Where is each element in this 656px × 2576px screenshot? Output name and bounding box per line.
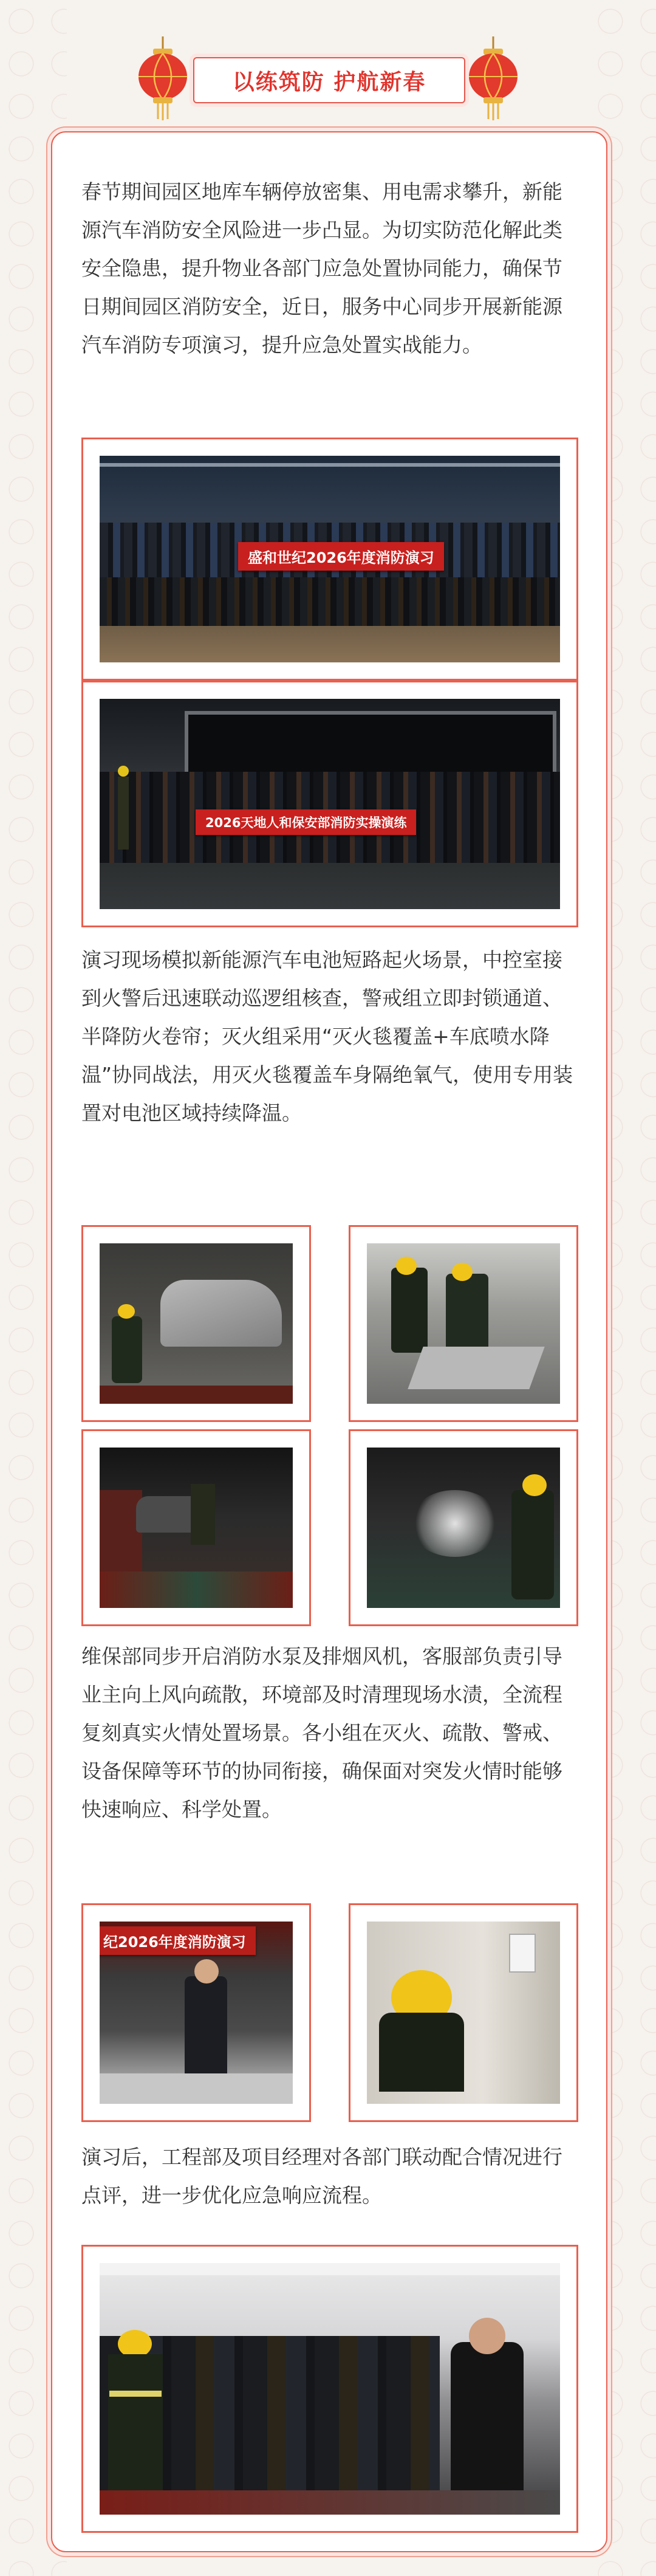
photo-manager-speech bbox=[100, 1922, 293, 2104]
support-paragraph: 维保部同步开启消防水泵及排烟风机，客服部负责引导业主向上风向疏散，环境部及时清理现场水渍，全流程复刻真实火情处置场景。各小组在灭火、疏散、警戒、设备保障等环节的协同衔接，确保面对突发火情时能够快速响应、科学处置。 bbox=[81, 1644, 562, 1821]
photo-frame bbox=[81, 1225, 311, 1422]
photo-review-meeting bbox=[100, 2263, 560, 2515]
photo-frame bbox=[81, 1429, 311, 1626]
photo-frame bbox=[349, 1225, 578, 1422]
title-banner bbox=[193, 57, 465, 103]
photo-frame bbox=[81, 681, 578, 927]
lantern-icon bbox=[464, 36, 522, 122]
header bbox=[0, 36, 656, 134]
photo-frame bbox=[81, 438, 578, 681]
content-frame bbox=[51, 131, 607, 2552]
photo-frame bbox=[81, 2245, 578, 2533]
photo-frame bbox=[349, 1903, 578, 2122]
scene-paragraph: 演习现场模拟新能源汽车电池短路起火场景，中控室接到火警后迅速联动巡逻组核查，警戒组立即封锁通道、半降防火卷帘；灭火组采用“灭火毯覆盖+车底喷水降温”协同战法，用灭火毯覆盖车身隔绝氧气，使用专用装置对电池区域持续降温。 bbox=[81, 948, 573, 1125]
photo-garage-scene bbox=[100, 1448, 293, 1608]
event-banner: 纪2026年度消防演习 bbox=[100, 1926, 256, 1955]
photo-water-spray bbox=[367, 1448, 560, 1608]
photo-control-panel bbox=[367, 1922, 560, 2104]
photo-firefighters-kneeling bbox=[367, 1243, 560, 1404]
group-photo-outdoor bbox=[100, 699, 560, 909]
event-banner: 盛和世纪2026年度消防演习 bbox=[238, 542, 444, 571]
event-banner: 2026天地人和保安部消防实操演练 bbox=[196, 809, 416, 835]
photo-frame bbox=[349, 1429, 578, 1626]
group-photo-garage bbox=[100, 456, 560, 662]
summary-paragraph: 演习后，工程部及项目经理对各部门联动配合情况进行点评，进一步优化应急响应流程。 bbox=[81, 2145, 562, 2207]
intro-paragraph: 春节期间园区地库车辆停放密集、用电需求攀升，新能源汽车消防安全风险进一步凸显。为切实防范化解此类安全隐患，提升物业各部门应急处置协同能力，确保节日期间园区消防安全，近日，服务中心同步开展新能源汽车消防专项演习，提升应急处置实战能力。 bbox=[81, 180, 562, 357]
photo-frame bbox=[81, 1903, 311, 2122]
photo-blanket-car bbox=[100, 1243, 293, 1404]
page-title: 以练筑防 护航新春 bbox=[232, 69, 426, 95]
lantern-icon bbox=[134, 36, 192, 122]
